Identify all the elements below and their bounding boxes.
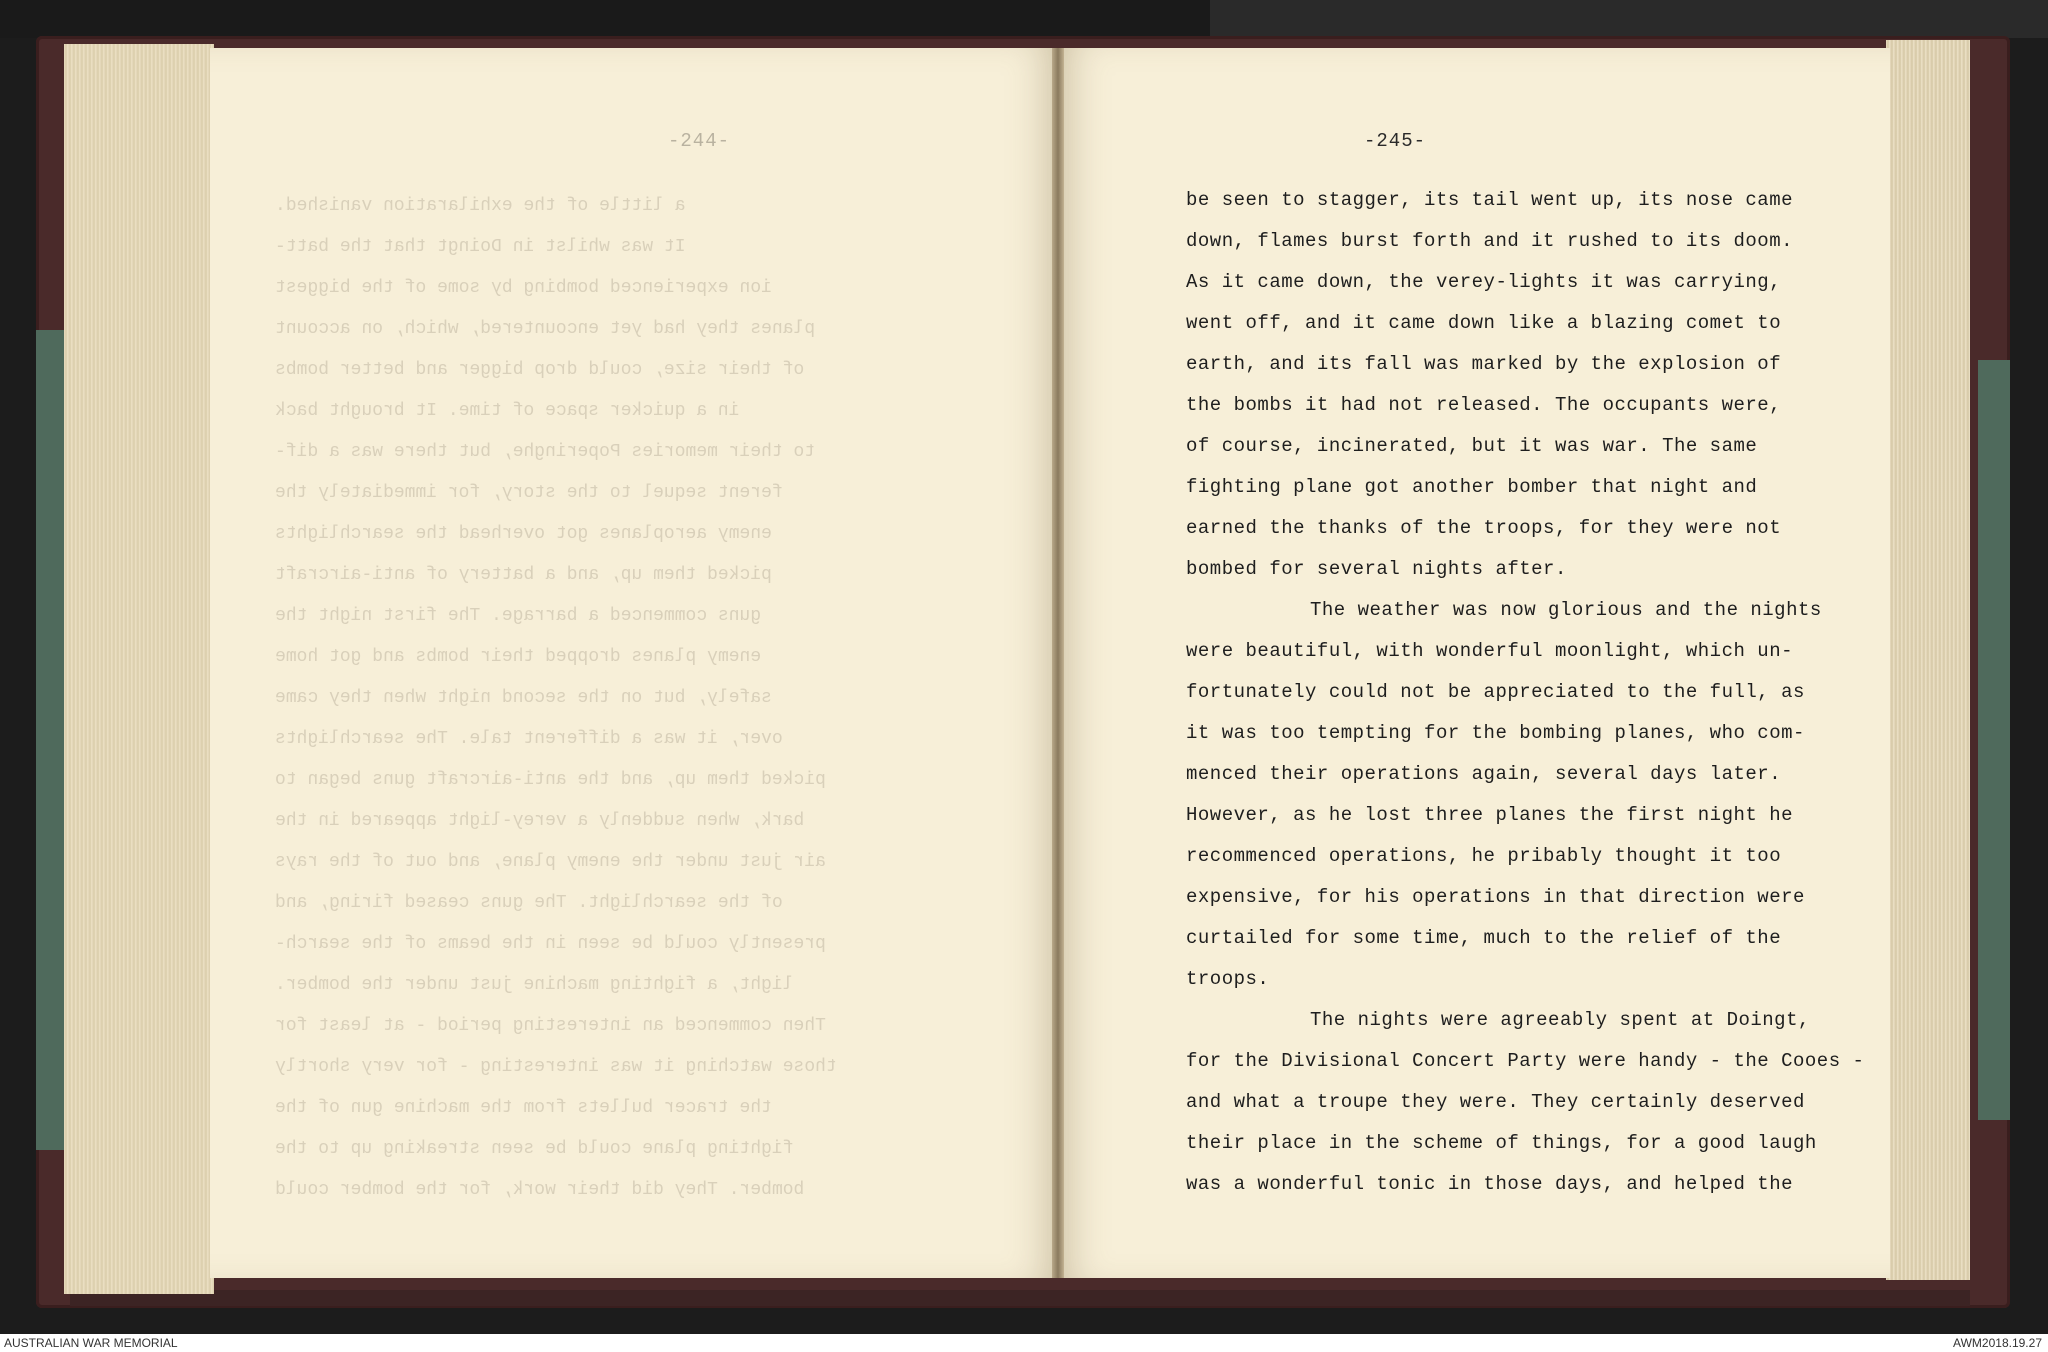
bleed-through-line: over, it was a different tale. The searchlights xyxy=(275,729,783,749)
text-line: menced their operations again, several days later. xyxy=(1186,763,1782,785)
background-dark-left xyxy=(0,0,1210,38)
right-page-text xyxy=(1186,180,1886,1205)
bleed-through-line: bark, when suddenly a verey-light appeared in the xyxy=(275,811,805,831)
background-bottom xyxy=(0,1310,2048,1334)
bleed-through-line: the tracer bullets from the machine gun of the xyxy=(275,1098,772,1118)
bleed-through-line: presently could be seen in the beams of the search- xyxy=(275,934,826,954)
bleed-through-line: in a quicker space of time. It brought back xyxy=(275,401,740,421)
text-line: The nights were agreeably spent at Doingt, xyxy=(1310,1009,1810,1031)
book-gutter xyxy=(1052,48,1064,1278)
cover-lower-edge xyxy=(70,1290,1970,1306)
text-line: it was too tempting for the bombing planes, who com- xyxy=(1186,722,1805,744)
page-edges-left xyxy=(64,44,214,1294)
text-line: As it came down, the verey-lights it was carrying, xyxy=(1186,271,1782,293)
bleed-through-line: planes they had yet encountered, which, on account xyxy=(275,319,816,339)
bleed-through-line: light, a fighting machine just under the bomber. xyxy=(275,975,794,995)
bleed-through-line: picked them up, and the anti-aircraft guns began to xyxy=(275,770,826,790)
bleed-through-line: those watching it was interesting - for very shortly xyxy=(275,1057,837,1077)
cover-corner-right xyxy=(1978,360,2010,1120)
text-line: for the Divisional Concert Party were handy - the Cooes - xyxy=(1186,1050,1865,1072)
text-line: bombed for several nights after. xyxy=(1186,558,1567,580)
text-line: troops. xyxy=(1186,968,1270,990)
text-line: fighting plane got another bomber that night and xyxy=(1186,476,1758,498)
text-line: fortunately could not be appreciated to the full, as xyxy=(1186,681,1805,703)
text-line: The weather was now glorious and the nights xyxy=(1310,599,1822,621)
bleed-through-line: picked them up, and a battery of anti-aircraft xyxy=(275,565,772,585)
bleed-through-line: enemy planes dropped their bombs and got home xyxy=(275,647,762,667)
left-page-number: -244- xyxy=(668,130,731,152)
right-page-number: -245- xyxy=(1364,130,1427,152)
bleed-through-line: to their memories Poperinghe, but there was a dif- xyxy=(275,442,816,462)
bleed-through-line: of the searchlight. The guns ceased firing, and xyxy=(275,893,783,913)
text-line: went off, and it came down like a blazing comet to xyxy=(1186,312,1782,334)
background-dark-right xyxy=(1210,0,2048,38)
bleed-through-line: ion experienced bombing by some of the biggest xyxy=(275,278,772,298)
caption-source: AUSTRALIAN WAR MEMORIAL xyxy=(4,1336,178,1350)
bleed-through-line: It was whilst in Doingt that the batt- xyxy=(275,237,686,257)
text-line: down, flames burst forth and it rushed to its doom. xyxy=(1186,230,1793,252)
bleed-through-line: safely, but on the second night when they came xyxy=(275,688,772,708)
bleed-through-line: of their size, could drop bigger and better bombs xyxy=(275,360,805,380)
text-line: their place in the scheme of things, for a good laugh xyxy=(1186,1132,1817,1154)
left-page-bleed-through-text xyxy=(265,186,885,1211)
text-line: recommenced operations, he pribably thought it too xyxy=(1186,845,1782,867)
bleed-through-line: fighting plane could be seen streaking up to the xyxy=(275,1139,794,1159)
caption-accession-number: AWM2018.19.27 xyxy=(1953,1336,2042,1350)
text-line: expensive, for his operations in that direction were xyxy=(1186,886,1805,908)
page-edges-right xyxy=(1886,40,1970,1280)
text-line: earned the thanks of the troops, for they were not xyxy=(1186,517,1782,539)
bleed-through-line: enemy aeroplanes got overhead the searchlights xyxy=(275,524,772,544)
bleed-through-line: guns commenced a barrage. The first night the xyxy=(275,606,762,626)
text-line: However, as he lost three planes the first night he xyxy=(1186,804,1793,826)
bleed-through-line: ferent sequel to the story, for immediately the xyxy=(275,483,783,503)
text-line: of course, incinerated, but it was war. The same xyxy=(1186,435,1758,457)
bleed-through-line: a little of the exhilaration vanished. xyxy=(275,196,686,216)
text-line: curtailed for some time, much to the relief of the xyxy=(1186,927,1782,949)
caption-bar xyxy=(0,1334,2048,1352)
text-line: was a wonderful tonic in those days, and helped the xyxy=(1186,1173,1793,1195)
text-line: were beautiful, with wonderful moonlight, which un- xyxy=(1186,640,1793,662)
bleed-through-line: Then commenced an interesting period - at least for xyxy=(275,1016,826,1036)
text-line: the bombs it had not released. The occupants were, xyxy=(1186,394,1782,416)
text-line: earth, and its fall was marked by the explosion of xyxy=(1186,353,1782,375)
bleed-through-line: air just under the enemy plane, and out of the rays xyxy=(275,852,826,872)
text-line: be seen to stagger, its tail went up, its nose came xyxy=(1186,189,1793,211)
bleed-through-line: bomber. They did their work, for the bomber could xyxy=(275,1180,805,1200)
text-line: and what a troupe they were. They certainly deserved xyxy=(1186,1091,1805,1113)
